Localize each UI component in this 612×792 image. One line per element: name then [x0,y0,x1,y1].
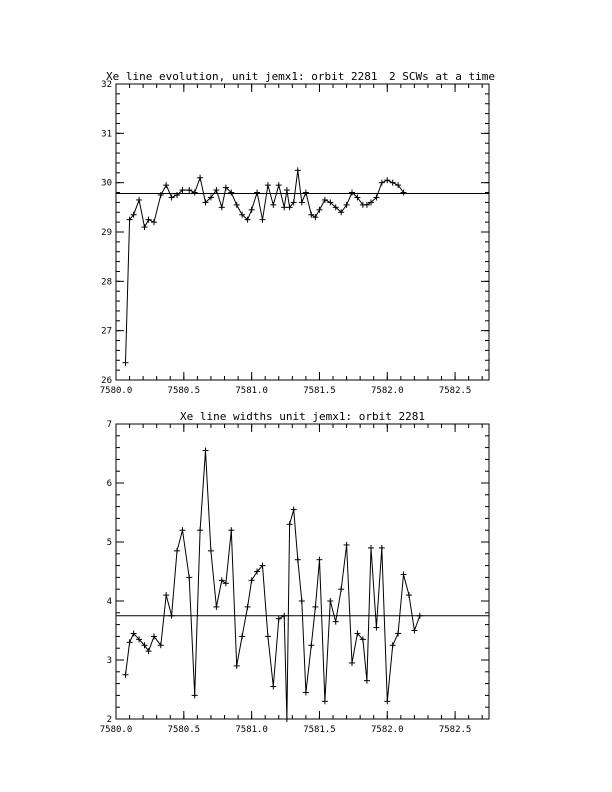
y-tick-label: 32 [101,80,112,90]
panel-2 [116,424,489,722]
data-point [291,507,297,513]
data-point [249,577,255,583]
data-point [316,207,322,213]
chart-title: Xe line widths unit jemx1: orbit 2281 [179,410,426,423]
data-point [395,630,401,636]
data-point [417,613,423,619]
data-point [122,672,128,678]
data-point [344,542,350,548]
chart-subtitle: 2 SCWs at a time [389,70,495,83]
data-point [411,628,417,634]
y-tick-label: 6 [106,479,112,489]
data-point [197,175,203,181]
data-point [141,224,147,230]
y-tick-label: 31 [101,129,112,140]
data-point [401,571,407,577]
data-point [192,692,198,698]
x-tick-label: 7581.5 [303,386,336,396]
data-point [259,217,265,223]
data-point [163,592,169,598]
data-point [338,586,344,592]
data-point [239,633,245,639]
data-point [303,689,309,695]
x-tick-label: 7581.0 [235,725,268,735]
data-point [169,194,175,200]
x-tick-label: 7582.5 [438,386,472,396]
data-point [146,648,152,654]
data-point [281,204,287,210]
data-point [228,527,234,533]
data-point [295,167,301,173]
data-point [373,625,379,631]
plot-frame [116,84,489,380]
data-point [284,187,290,193]
data-point [234,663,240,669]
data-point [384,177,390,183]
data-point [208,548,214,554]
data-point [270,202,276,208]
data-point [192,190,198,196]
data-point [163,182,169,188]
series-line [126,451,420,719]
data-point [245,604,251,610]
data-point [406,592,412,598]
data-point [254,190,260,196]
data-point [158,192,164,198]
data-point [186,187,192,193]
data-point [234,202,240,208]
data-point [276,616,282,622]
data-point [127,639,133,645]
data-point [213,604,219,610]
data-point [151,219,157,225]
data-point [379,180,385,186]
x-tick-label: 7580.0 [99,386,133,396]
data-point [299,199,305,205]
data-point [390,642,396,648]
x-tick-label: 7581.5 [303,725,336,735]
plot-frame [116,424,489,719]
data-point [265,182,271,188]
y-tick-label: 30 [101,178,112,189]
data-point [390,180,396,186]
y-tick-label: 29 [101,228,112,238]
y-tick-label: 7 [106,420,112,430]
x-tick-label: 7582.0 [371,386,404,396]
data-point [146,217,152,223]
data-point [186,574,192,580]
data-point [295,557,301,563]
x-tick-label: 7582.5 [438,725,472,735]
data-point [276,182,282,188]
data-point [203,448,209,454]
y-tick-label: 26 [101,376,112,386]
data-point [303,190,309,196]
data-point [308,642,314,648]
data-point [179,527,185,533]
data-point [327,598,333,604]
data-point [284,716,290,722]
data-point [368,545,374,551]
data-point [270,684,276,690]
y-tick-label: 3 [106,656,112,666]
data-point [316,557,322,563]
y-tick-label: 28 [101,277,112,288]
data-point [174,548,180,554]
data-point [197,527,203,533]
data-point [299,598,305,604]
data-point [265,633,271,639]
data-point [322,698,328,704]
data-point [322,197,328,203]
x-tick-label: 7581.0 [235,386,268,396]
panel-1 [116,84,489,380]
data-point [333,619,339,625]
data-point [312,604,318,610]
data-point [287,521,293,527]
data-point [364,678,370,684]
data-point [379,545,385,551]
y-tick-label: 2 [106,715,112,725]
y-tick-label: 5 [106,538,112,548]
data-point [136,197,142,203]
x-tick-label: 7582.0 [371,725,404,735]
data-point [281,613,287,619]
data-point [219,204,225,210]
data-point [249,207,255,213]
y-tick-label: 4 [106,597,112,607]
data-point [384,698,390,704]
x-tick-label: 7580.5 [167,725,201,735]
x-tick-label: 7580.0 [99,725,133,735]
y-tick-label: 27 [101,326,112,337]
data-point [122,360,128,366]
data-point [349,660,355,666]
x-tick-label: 7580.5 [167,386,201,396]
series-line [126,170,404,362]
chart-title: Xe line evolution, unit jemx1: orbit 2281 [106,70,378,83]
data-point [169,613,175,619]
